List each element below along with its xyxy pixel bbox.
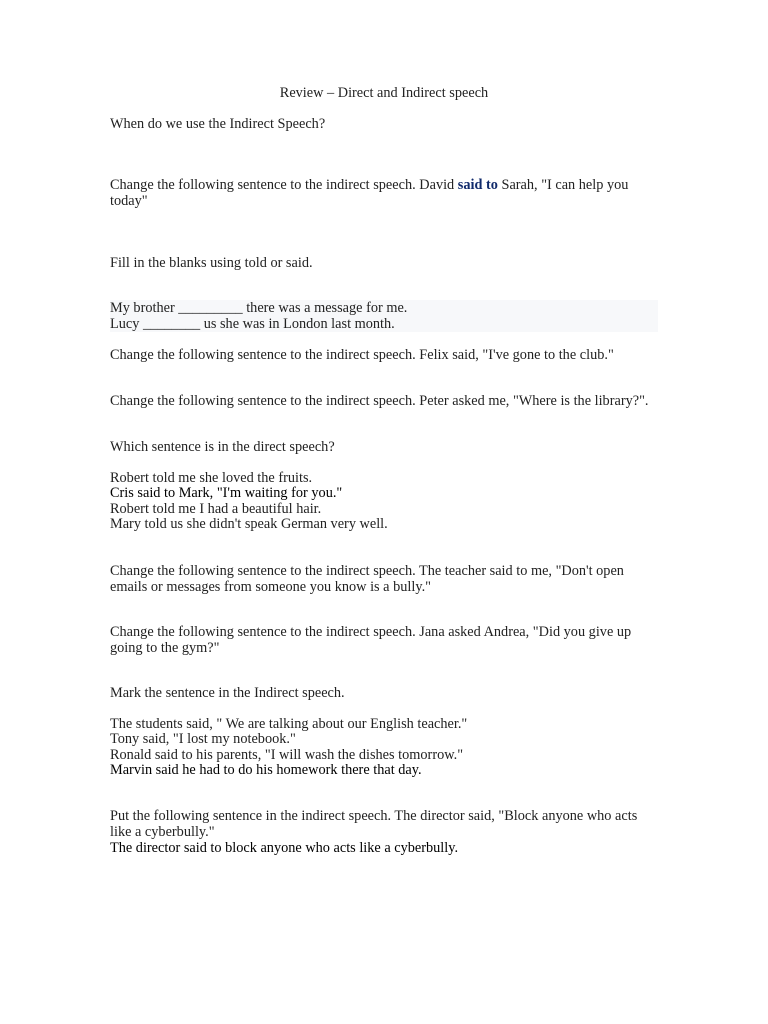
answer-director: The director said to block anyone who acts like a cyberbully. bbox=[110, 840, 459, 856]
question-peter-asked: Change the following sentence to the indirect speech. Peter asked me, "Where is the library?". bbox=[110, 393, 649, 409]
question-teacher-said: Change the following sentence to the indirect speech. The teacher said to me, "Don't open emails or messages from someone you know is a bully." bbox=[110, 563, 624, 595]
question-indirect-speech-mark: Mark the sentence in the Indirect speech. bbox=[110, 685, 345, 701]
fill-blank-item: My brother _________ there was a message for me. bbox=[110, 300, 408, 316]
option-item: Mary told us she didn't speak German very well. bbox=[110, 516, 388, 532]
question-direct-speech: Which sentence is in the direct speech? bbox=[110, 439, 335, 455]
option-item: Marvin said he had to do his homework there that day. bbox=[110, 762, 422, 778]
page-title: Review – Direct and Indirect speech bbox=[279, 85, 489, 101]
option-item: Ronald said to his parents, "I will wash the dishes tomorrow." bbox=[110, 747, 464, 763]
highlighted-phrase: said to bbox=[457, 177, 498, 193]
option-item: Tony said, "I lost my notebook." bbox=[110, 731, 296, 747]
option-item: Cris said to Mark, "I'm waiting for you." bbox=[110, 485, 343, 501]
question-text-before: Change the following sentence to the indirect speech. David bbox=[110, 177, 458, 193]
option-item: Robert told me she loved the fruits. bbox=[110, 470, 313, 486]
question-david-said-to-sarah bbox=[110, 178, 660, 209]
option-item: Robert told me I had a beautiful hair. bbox=[110, 501, 322, 517]
question-felix-said: Change the following sentence to the indirect speech. Felix said, "I've gone to the club." bbox=[110, 347, 614, 363]
question-text-after: Sarah, "I can help you today" bbox=[110, 177, 629, 209]
fill-blank-item: Lucy ________ us she was in London last month. bbox=[110, 316, 395, 332]
option-item: The students said, " We are talking about our English teacher." bbox=[110, 716, 468, 732]
question-director-said: Put the following sentence in the indirect speech. The director said, "Block anyone who acts like a cyberbully." bbox=[110, 808, 638, 840]
fill-blanks-instruction: Fill in the blanks using told or said. bbox=[110, 255, 313, 271]
question-jana-asked: Change the following sentence to the indirect speech. Jana asked Andrea, "Did you give up going to the gym?" bbox=[110, 624, 632, 656]
question-indirect-speech-use: When do we use the Indirect Speech? bbox=[110, 116, 326, 132]
